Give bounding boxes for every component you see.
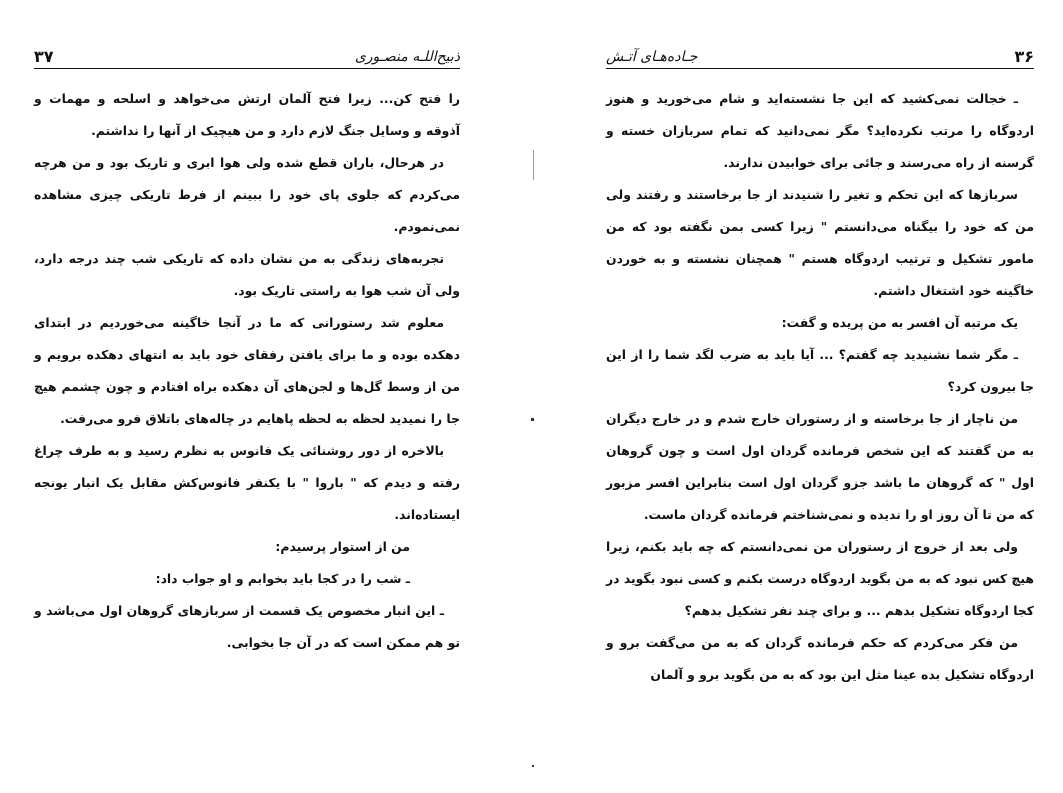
paragraph: را فتح کن... زیرا فتح آلمان ارتش می‌خواهد و اسلحه و مهمات و آذوقه و وسایل جنگ لازم دارد و من هیچیک از آنها را نداشتم. bbox=[34, 91, 460, 138]
right-page-header bbox=[606, 40, 1034, 69]
left-page-body bbox=[34, 83, 460, 659]
left-page bbox=[34, 40, 460, 659]
paragraph: ـ شب را در کجا باید بخوابم و او جواب داد: bbox=[155, 571, 410, 586]
right-page-number: ۳۶ bbox=[1014, 47, 1034, 66]
left-page-header bbox=[34, 40, 460, 69]
paragraph: من از استوار پرسیدم: bbox=[275, 539, 410, 554]
paragraph: من فکر می‌کردم که حکم فرمانده گردان که به من می‌گفت برو و اردوگاه تشکیل بده عینا مثل این بود که به من بگوید برو و آلمان bbox=[606, 635, 1034, 682]
right-running-title: جـاده‌هـای آتـش bbox=[606, 49, 698, 65]
paragraph: ـ خجالت نمی‌کشید که این جا نشسته‌اید و شام می‌خورید و هنوز اردوگاه را مرتب نکرده‌اید؟ مگر نمی‌دانید که تمام سربازان خسته و گرسنه از راه می‌رسند و جائی برای خوابیدن ندارند. bbox=[606, 91, 1034, 170]
paragraph: یک مرتبه آن افسر به من پریده و گفت: bbox=[781, 315, 1018, 330]
right-page-body bbox=[606, 83, 1034, 691]
paragraph: تجربه‌های زندگی به من نشان داده که تاریکی شب چند درجه دارد، ولی آن شب هوا به راستی تاریک بود. bbox=[34, 251, 460, 298]
gutter-mark bbox=[533, 150, 534, 180]
left-page-number: ۳۷ bbox=[34, 47, 54, 66]
gutter-mark bbox=[531, 418, 534, 421]
left-running-title: ذبیح‌اللـه منصـوری bbox=[354, 49, 460, 65]
right-page bbox=[606, 40, 1034, 691]
paragraph: ـ این انبار مخصوص یک قسمت از سربازهای گروهان اول می‌باشد و تو هم ممکن است که در آن جا بخوابی. bbox=[34, 603, 460, 650]
paragraph: در هرحال، باران قطع شده ولی هوا ابری و تاریک بود و من هرچه می‌کردم که جلوی پای خود را ببینم از فرط تاریکی چیزی مشاهده نمی‌نمودم. bbox=[34, 155, 460, 234]
gutter-mark bbox=[532, 765, 534, 767]
paragraph: سربازها که این تحکم و تغیر را شنیدند از جا برخاستند و رفتند ولی من که خود را بیگناه می‌دانستم " زیرا کسی بمن نگفته بود که من مامور تشکیل و ترتیب اردوگاه هستم " همچنان نشسته و به خوردن خاگینه خود اشتغال داشتم. bbox=[606, 187, 1034, 298]
paragraph: ـ مگر شما نشنیدید چه گفتم؟ ... آیا باید به ضرب لگد شما را از این جا بیرون کرد؟ bbox=[606, 347, 1034, 394]
paragraph: معلوم شد رستورانی که ما در آنجا خاگینه می‌خوردیم در ابتدای دهکده بوده و ما برای یافتن رفقای خود باید به انتهای دهکده برویم و من از وسط گل‌ها و لجن‌های آن دهکده براه افتادم و چون چشمم هیچ جا را نمیدید لحظه به لحظه پاهایم در چاله‌های باتلاق فرو می‌رفت. bbox=[34, 315, 460, 426]
paragraph: من ناچار از جا برخاسته و از رستوران خارج شدم و در خارج دیگران به من گفتند که این شخص فرمانده گردان اول است و چون گروهان اول " که گروهان ما باشد جزو گردان اول است بنابراین افسر مزبور که من تا آن روز او را ندیده و نمی‌شناختم فرمانده گردان ماست. bbox=[606, 411, 1034, 522]
paragraph: بالاخره از دور روشنائی یک فانوس به نظرم رسید و به طرف چراغ رفته و دیدم که " باروا " با یکنفر فانوس‌کش مقابل یک انبار یونجه ایستاده‌اند. bbox=[34, 443, 460, 522]
paragraph: ولی بعد از خروج از رستوران من نمی‌دانستم که چه باید بکنم، زیرا هیچ کس نبود که به من بگوید اردوگاه درست بکنم و کسی نبود بگوید در کجا اردوگاه تشکیل بدهم ... و برای چند نفر تشکیل بدهم؟ bbox=[606, 539, 1034, 618]
